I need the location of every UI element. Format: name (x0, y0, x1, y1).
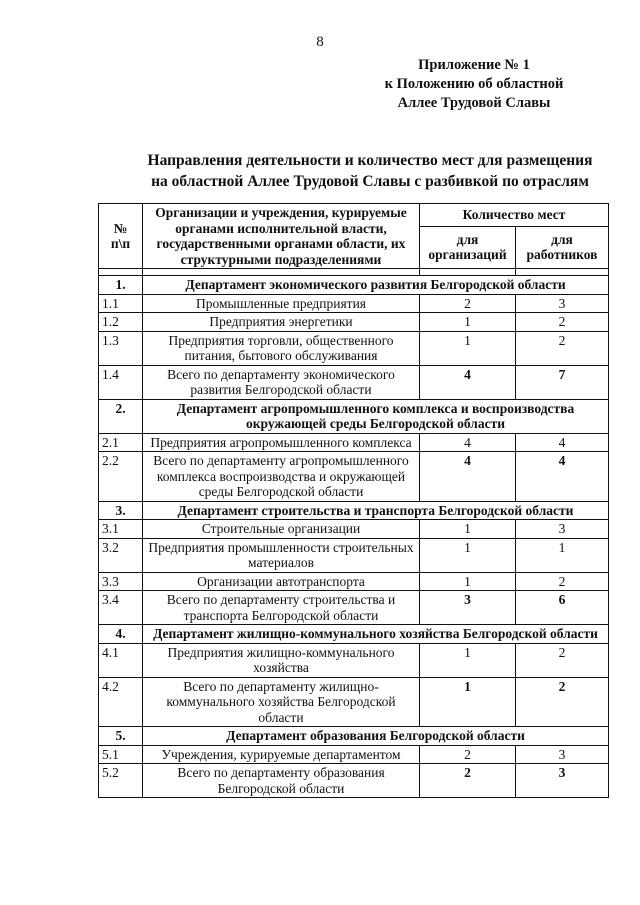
row-name: Всего по департаменту экономического развития Белгородской области (143, 365, 420, 399)
row-orgs-count: 1 (420, 677, 516, 727)
row-number: 5.1 (99, 745, 143, 764)
row-number: 3.2 (99, 538, 143, 572)
appendix-heading (344, 56, 604, 113)
table-header-row (99, 204, 609, 227)
row-name: Всего по департаменту агропромышленного комплекса воспроизводства и окружающей среды Белгородской области (143, 452, 420, 502)
section-title: Департамент строительства и транспорта Белгородской области (143, 501, 609, 520)
row-number: 1.1 (99, 294, 143, 313)
row-workers-count: 2 (516, 313, 609, 332)
row-orgs-count: 2 (420, 745, 516, 764)
table-row (99, 520, 609, 539)
table-row (99, 572, 609, 591)
table-spacer-row (99, 269, 609, 276)
document-title (100, 150, 640, 192)
page-number: 8 (316, 34, 324, 50)
row-number: 1.3 (99, 331, 143, 365)
spacer-cell (420, 269, 516, 276)
row-name: Всего по департаменту образования Белгородской области (143, 764, 420, 798)
row-name: Предприятия агропромышленного комплекса (143, 433, 420, 452)
appendix-line: Аллее Трудовой Славы (397, 95, 551, 111)
row-workers-count: 2 (516, 572, 609, 591)
row-orgs-count: 3 (420, 591, 516, 625)
section-row (99, 625, 609, 644)
row-workers-count: 1 (516, 538, 609, 572)
section-title: Департамент жилищно-коммунального хозяйства Белгородской области (143, 625, 609, 644)
header-for-workers: для работников (516, 226, 609, 268)
total-row (99, 452, 609, 502)
row-orgs-count: 1 (420, 643, 516, 677)
row-name: Предприятия промышленности строительных материалов (143, 538, 420, 572)
row-number: 3.3 (99, 572, 143, 591)
row-workers-count: 2 (516, 677, 609, 727)
table-row (99, 331, 609, 365)
row-workers-count: 4 (516, 452, 609, 502)
table-row (99, 313, 609, 332)
row-orgs-count: 1 (420, 538, 516, 572)
section-number: 5. (99, 727, 143, 746)
total-row (99, 591, 609, 625)
section-number: 4. (99, 625, 143, 644)
appendix-line: к Положению об областной (384, 76, 564, 92)
total-row (99, 365, 609, 399)
row-workers-count: 2 (516, 643, 609, 677)
row-workers-count: 3 (516, 520, 609, 539)
spacer-cell (99, 269, 143, 276)
row-name: Учреждения, курируемые департаментом (143, 745, 420, 764)
section-title: Департамент агропромышленного комплекса и воспроизводства окружающей среды Белгородской области (143, 399, 609, 433)
row-name: Промышленные предприятия (143, 294, 420, 313)
row-orgs-count: 2 (420, 294, 516, 313)
header-organizations: Организации и учреждения, курируемые органами исполнительной власти, государственными органами области, их структурными подразделениями (143, 204, 420, 269)
row-number: 3.4 (99, 591, 143, 625)
row-orgs-count: 4 (420, 433, 516, 452)
row-name: Предприятия энергетики (143, 313, 420, 332)
section-row (99, 501, 609, 520)
table-row (99, 433, 609, 452)
row-workers-count: 6 (516, 591, 609, 625)
row-name: Строительные организации (143, 520, 420, 539)
section-number: 3. (99, 501, 143, 520)
row-number: 1.2 (99, 313, 143, 332)
header-quantity: Количество мест (420, 204, 609, 227)
row-name: Предприятия торговли, общественного питания, бытового обслуживания (143, 331, 420, 365)
row-workers-count: 3 (516, 764, 609, 798)
row-orgs-count: 1 (420, 520, 516, 539)
table-row (99, 643, 609, 677)
row-number: 4.2 (99, 677, 143, 727)
row-number: 2.1 (99, 433, 143, 452)
allocation-table (98, 203, 609, 798)
total-row (99, 677, 609, 727)
row-number: 2.2 (99, 452, 143, 502)
table-body (99, 276, 609, 798)
row-number: 4.1 (99, 643, 143, 677)
row-workers-count: 7 (516, 365, 609, 399)
row-orgs-count: 4 (420, 365, 516, 399)
section-title: Департамент образования Белгородской области (143, 727, 609, 746)
table-row (99, 745, 609, 764)
header-for-organizations: для организаций (420, 226, 516, 268)
row-workers-count: 4 (516, 433, 609, 452)
row-orgs-count: 1 (420, 313, 516, 332)
section-title: Департамент экономического развития Белгородской области (143, 276, 609, 295)
section-number: 2. (99, 399, 143, 433)
row-number: 3.1 (99, 520, 143, 539)
row-name: Всего по департаменту строительства и транспорта Белгородской области (143, 591, 420, 625)
total-row (99, 764, 609, 798)
row-name: Предприятия жилищно-коммунального хозяйства (143, 643, 420, 677)
table-row (99, 538, 609, 572)
title-line: Направления деятельности и количество мест для размещения (147, 152, 593, 169)
row-orgs-count: 1 (420, 572, 516, 591)
row-orgs-count: 4 (420, 452, 516, 502)
row-workers-count: 3 (516, 294, 609, 313)
row-name: Организации автотранспорта (143, 572, 420, 591)
section-number: 1. (99, 276, 143, 295)
header-number: № п\п (99, 204, 143, 269)
table-row (99, 294, 609, 313)
row-number: 5.2 (99, 764, 143, 798)
row-name: Всего по департаменту жилищно-коммунального хозяйства Белгородской области (143, 677, 420, 727)
row-number: 1.4 (99, 365, 143, 399)
section-row (99, 399, 609, 433)
row-orgs-count: 2 (420, 764, 516, 798)
row-workers-count: 2 (516, 331, 609, 365)
spacer-cell (516, 269, 609, 276)
title-line: на областной Аллее Трудовой Славы с разбивкой по отраслям (151, 173, 589, 190)
appendix-line: Приложение № 1 (418, 57, 530, 73)
spacer-cell (143, 269, 420, 276)
row-workers-count: 3 (516, 745, 609, 764)
row-orgs-count: 1 (420, 331, 516, 365)
section-row (99, 727, 609, 746)
section-row (99, 276, 609, 295)
